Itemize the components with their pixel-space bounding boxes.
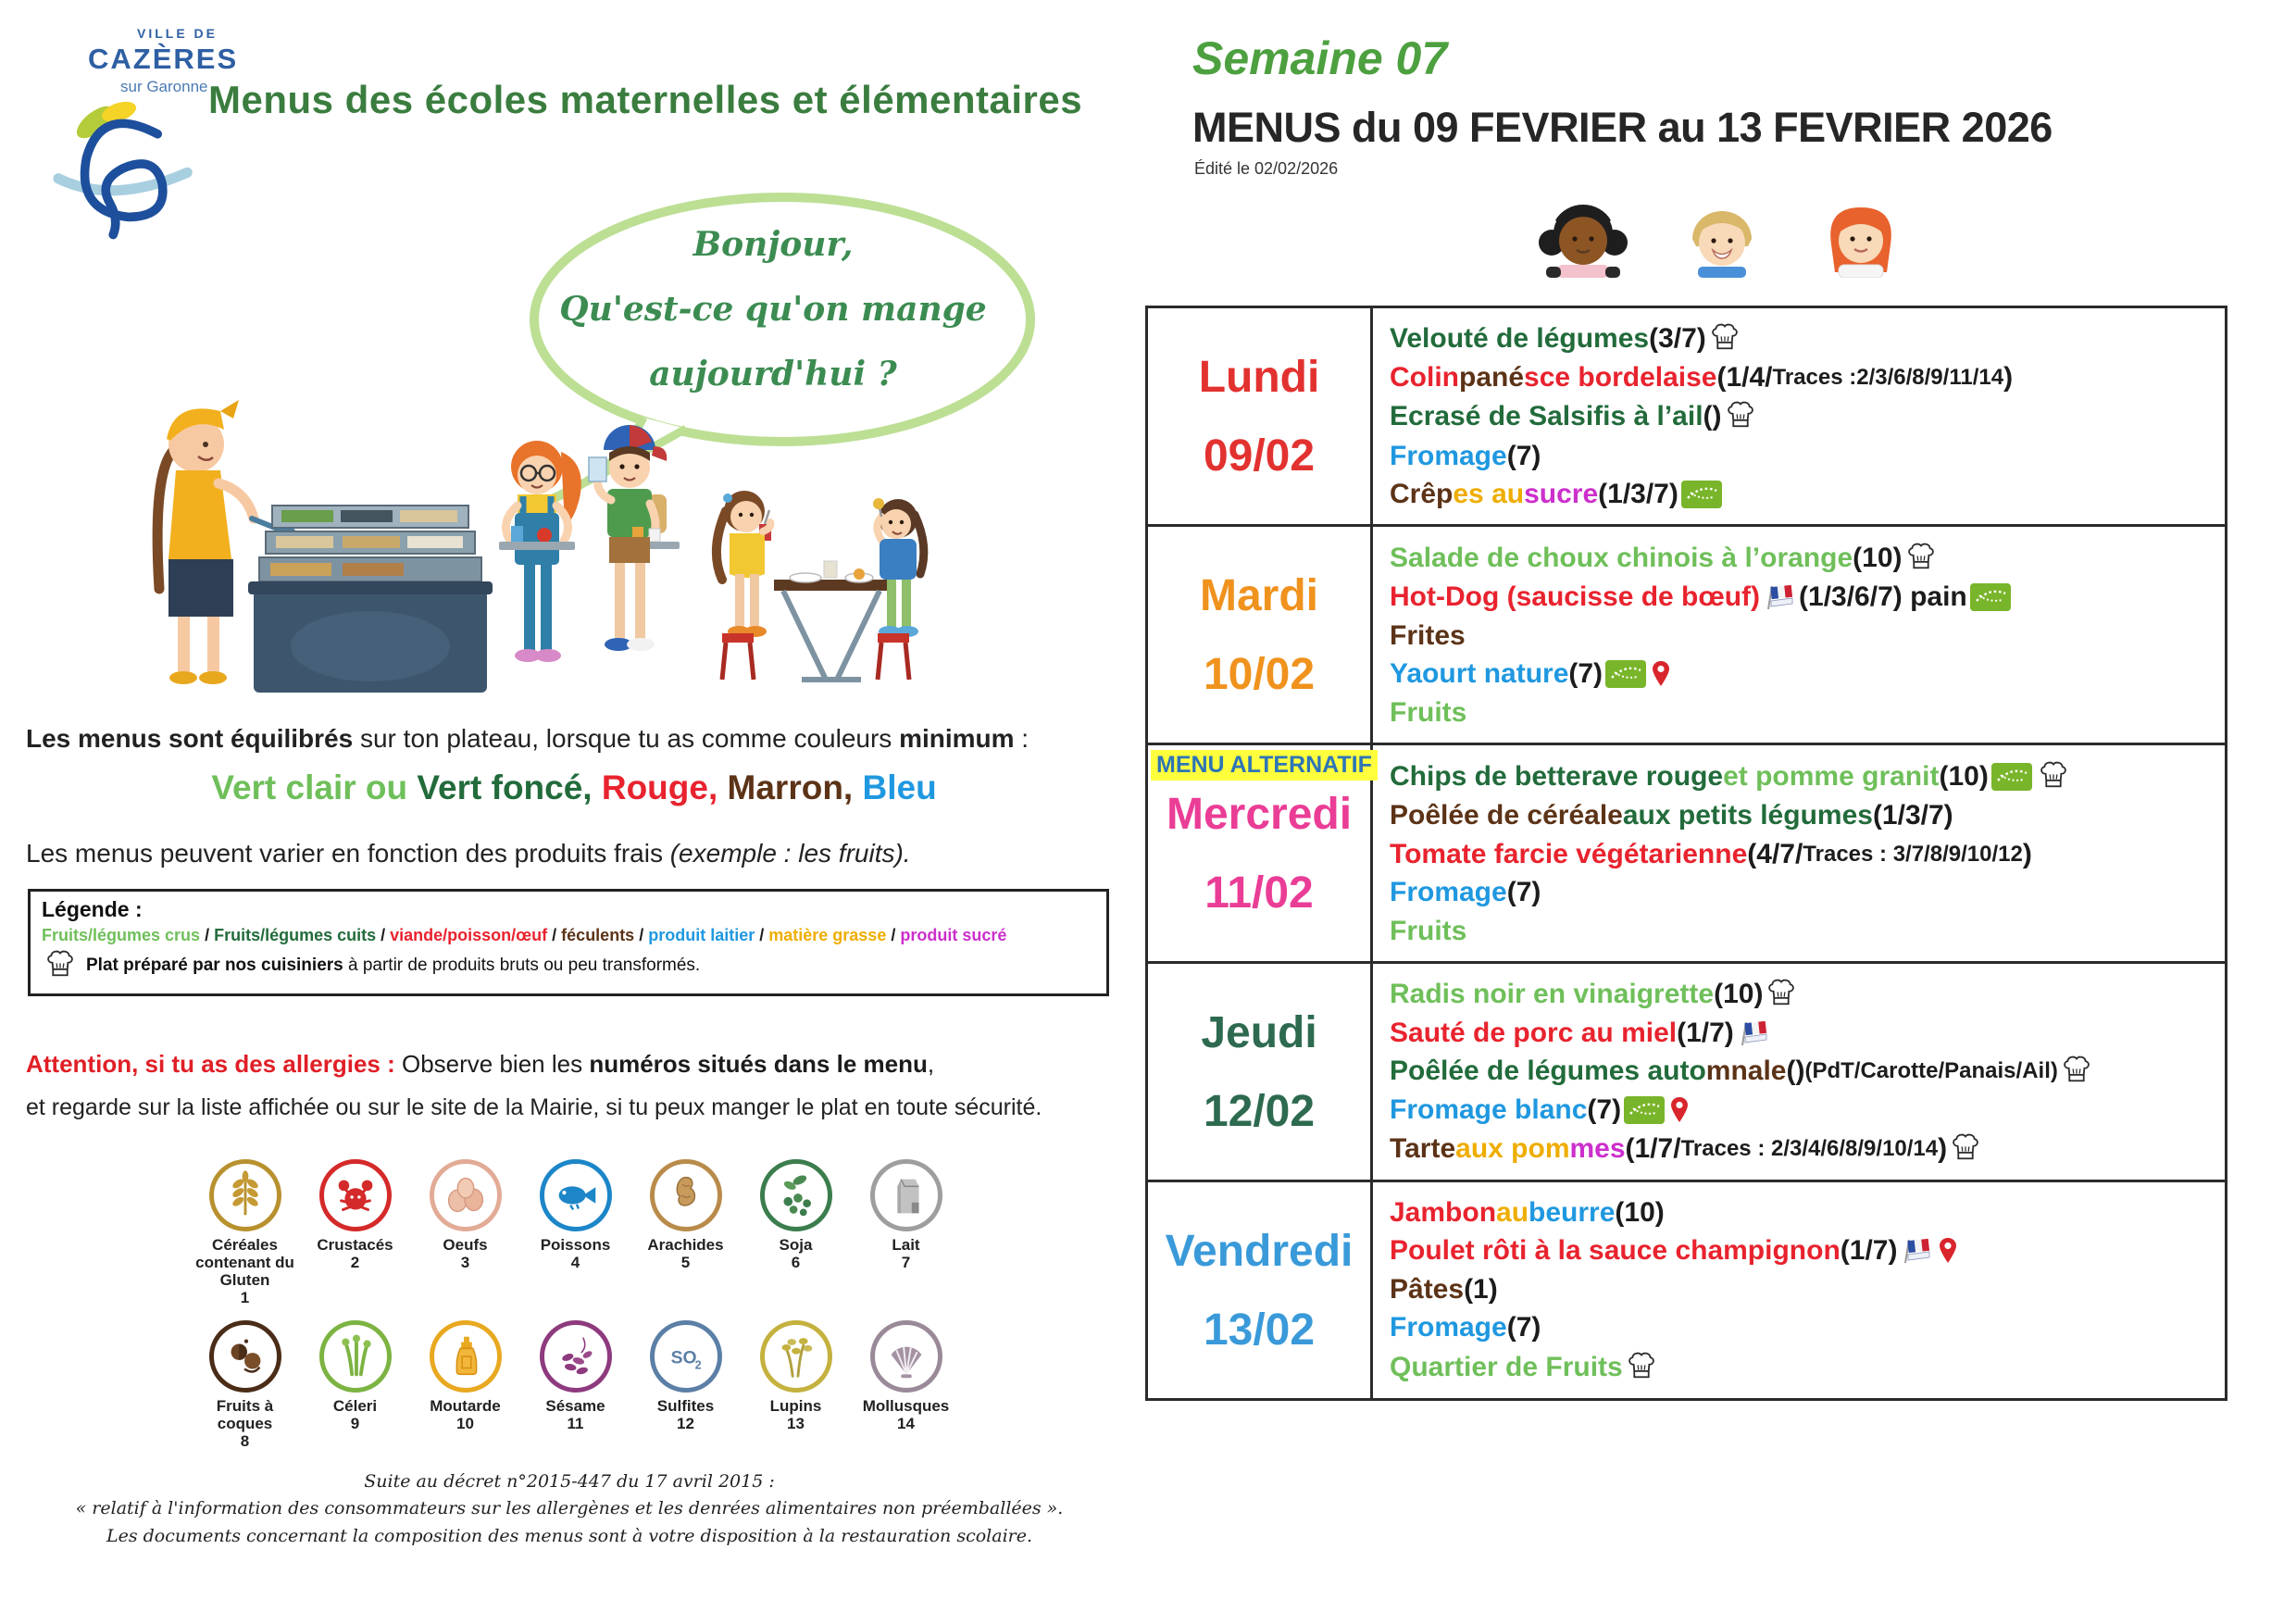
dish-text: (1): [1464, 1273, 1498, 1305]
legend-category: produit laitier: [648, 926, 755, 944]
dish-text: Tarte: [1390, 1133, 1456, 1165]
dish-text: Poulet rôti à la sauce champignon: [1390, 1235, 1841, 1266]
city-logo-icon: [51, 93, 199, 241]
allergen-label: Poissons: [540, 1236, 611, 1254]
dish-text: (7): [1506, 877, 1541, 907]
day-cell: [1148, 745, 1373, 961]
allergen-number: 12: [677, 1415, 694, 1433]
allergen-item: [630, 1320, 741, 1451]
dish-line: [1390, 400, 2219, 433]
legend-separator: /: [547, 926, 562, 944]
day-name: Lundi: [1198, 352, 1320, 402]
logo-city-name: CAZÈRES: [88, 43, 239, 75]
dish-text: (1/7/: [1625, 1133, 1681, 1165]
day-date: 09/02: [1203, 431, 1316, 481]
svg-text:2: 2: [694, 1358, 702, 1372]
dish-line: [1390, 1094, 2219, 1126]
dish-text: ): [1938, 1133, 1948, 1165]
menu-row-mercredi: [1148, 745, 2225, 964]
bio-icon: [1624, 1096, 1665, 1124]
dish-text: (): [1703, 401, 1722, 432]
dish-line: [1390, 362, 2219, 394]
warning-bold-red: Attention, si tu as des allergies :: [26, 1050, 402, 1078]
dish-line: [1390, 800, 2219, 831]
pin-icon: [1670, 1096, 1689, 1124]
kids-at-table: [717, 491, 924, 680]
allergen-number: 1: [240, 1289, 250, 1307]
dish-text: Colin: [1390, 362, 1459, 394]
allergen-label: Soja: [779, 1236, 813, 1254]
dishes-cell: [1373, 745, 2225, 961]
dish-text: sce bordelaise: [1524, 362, 1717, 394]
dish-text: Chips de betterave rouge: [1390, 760, 1724, 792]
allergen-label: Sésame: [545, 1397, 605, 1416]
dish-line: [1390, 839, 2219, 870]
dish-line: [1390, 322, 2219, 356]
dish-text: ): [2022, 838, 2032, 869]
allergen-label: Mollusques: [862, 1397, 950, 1416]
lupin-icon: [760, 1320, 832, 1393]
dish-line: [1390, 441, 2219, 472]
dish-line: [1390, 581, 2219, 613]
legend-separator: /: [755, 926, 769, 944]
kid-face-1: [1539, 205, 1628, 278]
page-title: Menus des écoles maternelles et élémentaires: [208, 78, 1083, 121]
allergen-number: 2: [350, 1254, 360, 1272]
dish-text: es au: [1453, 478, 1525, 509]
chef-icon: [1950, 1132, 1981, 1166]
crab-icon: [319, 1159, 392, 1231]
dishes-cell: [1373, 527, 2225, 743]
allergen-item: [520, 1320, 630, 1451]
logo-city-line3: sur Garonne: [120, 78, 208, 95]
flag-icon: [1900, 1237, 1933, 1265]
intro-bold-2: minimum: [899, 724, 1015, 753]
legend-category: viande/poisson/œuf: [390, 926, 548, 944]
chef-icon: [1766, 978, 1797, 1011]
dish-text: (7): [1506, 440, 1541, 471]
weekly-menu-table: [1145, 306, 2227, 1401]
bubble-text-1: Bonjour,: [693, 225, 854, 264]
dish-line: [1390, 620, 2219, 652]
dish-text: Traces : 3/7/8/9/10/12: [1803, 841, 2023, 867]
serving-counter: [248, 506, 493, 693]
chef-icon: [2038, 760, 2069, 793]
dish-text: mes: [1569, 1133, 1626, 1165]
dish-line: [1390, 877, 2219, 908]
dish-text: Fruits: [1390, 696, 1467, 728]
dish-line: [1390, 760, 2219, 793]
dish-text: Fromage: [1390, 1312, 1507, 1343]
intro-paragraph-2: [26, 839, 1132, 868]
day-name: Vendredi: [1165, 1226, 1354, 1276]
dish-text: Ecrasé de Salsifis à l’ail: [1390, 401, 1703, 432]
dish-text: Fruits: [1390, 915, 1467, 946]
legend-categories: [42, 926, 1095, 945]
dish-text: (1/3/7): [1872, 800, 1953, 831]
dish-line: [1390, 1274, 2219, 1305]
dish-line: [1390, 1132, 2219, 1166]
day-name: Mercredi: [1166, 789, 1353, 839]
allergen-number: 8: [240, 1432, 250, 1451]
legend-category: Fruits/légumes cuits: [214, 926, 377, 944]
alternative-menu-tag: MENU ALTERNATIF: [1151, 750, 1378, 781]
menu-row-vendredi: [1148, 1182, 2225, 1398]
allergen-number: 6: [791, 1254, 801, 1272]
soy-icon: [760, 1159, 832, 1231]
chef-icon: [1626, 1351, 1657, 1384]
allergy-warning-line1: [26, 1050, 1146, 1079]
allergen-item: [300, 1159, 410, 1307]
dish-text: et pomme granit: [1723, 760, 1940, 792]
nuts-icon: [209, 1320, 281, 1393]
kid-face-3: [1830, 207, 1891, 278]
chef-icon: [1709, 322, 1741, 356]
bio-icon: [1681, 481, 1722, 508]
bio-icon: [1991, 763, 2032, 791]
allergen-number: 11: [567, 1415, 584, 1433]
color-code-line: [0, 768, 1148, 807]
day-cell: [1148, 964, 1373, 1180]
allergen-label: Fruits à coques: [216, 1397, 274, 1433]
allergen-item: [741, 1159, 851, 1307]
eggs-icon: [430, 1159, 502, 1231]
intro-text-1: sur ton plateau, lorsque tu as comme couleurs: [353, 724, 900, 753]
color-word: Vert clair ou: [211, 768, 418, 806]
allergen-item: [851, 1320, 961, 1451]
day-date: 10/02: [1203, 649, 1316, 699]
peanut-icon: [650, 1159, 722, 1231]
decree-line-1: Suite au décret n°2015-447 du 17 avril 2015 :: [364, 1471, 775, 1492]
decree-line-2: « relatif à l'information des consommateurs sur les allergènes et les denrées alimentaires non préemballées ».: [75, 1498, 1064, 1519]
dish-text: Salade de choux chinois à l’orange: [1390, 542, 1853, 573]
dish-text: Quartier de Fruits: [1390, 1351, 1623, 1382]
intro-bold-1: Les menus sont équilibrés: [26, 724, 354, 753]
warning-text-1: Observe bien les: [401, 1050, 590, 1078]
dish-text: (7): [1506, 1312, 1541, 1343]
dish-text: Yaourt nature: [1390, 658, 1569, 689]
chef-icon: [1725, 400, 1756, 433]
dish-text: aux petits légumes: [1622, 800, 1873, 831]
decree-line-3: Les documents concernant la composition des menus sont à votre disposition à la restauration scolaire.: [106, 1525, 1033, 1546]
allergen-number: 10: [456, 1415, 474, 1433]
dish-line: [1390, 1197, 2219, 1229]
dish-text: Radis noir en vinaigrette: [1390, 978, 1715, 1009]
legend-note-rest: à partir de produits bruts ou peu transformés.: [343, 956, 701, 975]
allergen-number: 4: [570, 1254, 580, 1272]
dish-text: Jambon: [1390, 1196, 1497, 1228]
day-date: 11/02: [1204, 868, 1314, 918]
edited-date: Édité le 02/02/2026: [1194, 159, 1339, 178]
dish-text: (10): [1714, 978, 1764, 1009]
day-cell: [1148, 308, 1373, 524]
dish-text: (7): [1587, 1094, 1622, 1126]
day-name: Mardi: [1199, 570, 1318, 620]
allergen-number: 14: [897, 1415, 915, 1433]
dish-line: [1390, 1055, 2219, 1088]
logo-city-line1: VILLE DE: [137, 26, 218, 41]
legend-box: [28, 889, 1109, 996]
children-faces-illustration: [1518, 185, 1926, 278]
pin-icon: [1939, 1237, 1957, 1265]
gluten-icon: [209, 1159, 281, 1231]
celery-icon: [319, 1320, 392, 1393]
dish-line: [1390, 1235, 2219, 1267]
allergen-item: [300, 1320, 410, 1451]
color-word: Marron,: [727, 768, 863, 806]
legend-category: matière grasse: [768, 926, 887, 944]
allergen-label: Céréales contenant du Gluten: [195, 1236, 294, 1290]
dish-text: (3/7): [1649, 323, 1706, 355]
color-word: Rouge,: [601, 768, 728, 806]
dish-text: aux pom: [1455, 1133, 1570, 1165]
legend-separator: /: [634, 926, 649, 944]
allergen-item: [741, 1320, 851, 1451]
allergen-number: 3: [460, 1254, 470, 1272]
intro-paragraph-1: [26, 724, 1132, 754]
bio-icon: [1970, 583, 2011, 611]
dish-text: (PdT/Carotte/Panais/Ail): [1804, 1058, 2058, 1084]
dish-text: Traces :2/3/6/8/9/11/14: [1772, 365, 2004, 391]
legend-category: Fruits/légumes crus: [42, 926, 201, 944]
dish-text: Fromage: [1390, 877, 1507, 907]
day-cell: [1148, 1182, 1373, 1398]
bubble-text-2: Qu'est-ce qu'on mange: [559, 290, 987, 329]
dish-text: Traces : 2/3/4/6/8/9/10/14: [1680, 1136, 1939, 1162]
legend-category: féculents: [561, 926, 635, 944]
allergen-label: Lupins: [769, 1397, 822, 1416]
chef-icon: [2061, 1055, 2092, 1088]
allergy-warning-line2: et regarde sur la liste affichée ou sur le site de la Mairie, si tu peux manger le plat en toute sécurité.: [26, 1094, 1042, 1120]
dish-text: au: [1496, 1196, 1529, 1228]
dish-text: Poêlée de légumes auto: [1390, 1056, 1706, 1087]
allergen-item: [410, 1159, 520, 1307]
allergen-label: Crustacés: [317, 1236, 393, 1254]
dish-text: Velouté de légumes: [1390, 323, 1650, 355]
dish-text: (): [1786, 1056, 1805, 1087]
pin-icon: [1652, 660, 1670, 688]
mustard-icon: [430, 1320, 502, 1393]
legend-separator: /: [200, 926, 215, 944]
dish-text: (1/4/: [1716, 362, 1773, 394]
intro-text-2: :: [1014, 724, 1029, 753]
day-date: 12/02: [1203, 1086, 1316, 1136]
dish-text: (1/3/7): [1598, 478, 1678, 509]
mollusc-icon: [870, 1320, 942, 1393]
flag-icon: [1763, 583, 1796, 611]
allergen-grid: [190, 1159, 961, 1451]
dishes-cell: [1373, 964, 2225, 1180]
svg-text:SO: SO: [670, 1348, 697, 1368]
legend-separator: /: [376, 926, 391, 944]
allergen-label: Lait: [892, 1236, 920, 1254]
dish-text: Hot-Dog (saucisse de bœuf): [1390, 581, 1761, 612]
day-cell: [1148, 527, 1373, 743]
dish-line: [1390, 479, 2219, 510]
allergen-label: Arachides: [647, 1236, 724, 1254]
menu-range-title: MENUS du 09 FEVRIER au 13 FEVRIER 2026: [1192, 104, 2053, 151]
allergen-number: 13: [787, 1415, 805, 1433]
boy-with-tray: [589, 425, 680, 651]
dish-line: [1390, 542, 2219, 575]
allergen-label: Sulfites: [656, 1397, 715, 1416]
menu-row-lundi: [1148, 308, 2225, 527]
dish-line: [1390, 1351, 2219, 1384]
day-name: Jeudi: [1201, 1007, 1317, 1057]
dish-text: (7): [1568, 658, 1603, 689]
fish-icon: [540, 1159, 612, 1231]
menu-row-mardi: [1148, 527, 2225, 745]
week-label: Semaine 07: [1192, 32, 1448, 84]
decree-note: [0, 1468, 1139, 1550]
warning-bold-2: numéros situés dans le menu: [589, 1050, 928, 1078]
dish-text: Sauté de porc au miel: [1390, 1017, 1678, 1048]
color-word: Bleu: [862, 768, 937, 806]
so2-icon: [650, 1320, 722, 1393]
warning-text-2: ,: [927, 1050, 935, 1078]
girl-with-tray: [499, 441, 581, 662]
allergen-label: Oeufs: [443, 1236, 488, 1254]
dish-text: pané: [1459, 362, 1525, 394]
bio-icon: [1605, 660, 1646, 688]
bubble-text-3: aujourd'hui ?: [649, 355, 897, 394]
legend-note-bold: Plat préparé par nos cuisiniers: [86, 956, 343, 975]
dish-text: ): [2003, 362, 2014, 394]
sesame-icon: [540, 1320, 612, 1393]
dish-text: (4/7/: [1747, 838, 1803, 869]
dish-text: mnale: [1705, 1056, 1787, 1087]
dish-text: Tomate farcie végétarienne: [1390, 838, 1748, 869]
kid-face-2: [1692, 211, 1752, 278]
legend-separator: /: [886, 926, 901, 944]
dish-line: [1390, 1018, 2219, 1049]
dish-text: beurre: [1529, 1196, 1616, 1228]
allergen-label: Moutarde: [430, 1397, 501, 1416]
menu-row-jeudi: [1148, 964, 2225, 1182]
dish-text: (10): [1939, 760, 1989, 792]
dish-text: Poêlée de céréale: [1390, 800, 1623, 831]
legend-category: produit sucré: [900, 926, 1007, 944]
dishes-cell: [1373, 1182, 2225, 1398]
allergen-item: [630, 1159, 741, 1307]
allergen-item: [410, 1320, 520, 1451]
dish-text: (10): [1853, 542, 1903, 573]
intro-text-3: Les menus peuvent varier en fonction des produits frais: [26, 839, 670, 868]
flag-icon: [1737, 1019, 1770, 1047]
dish-line: [1390, 916, 2219, 947]
allergen-number: 9: [350, 1415, 360, 1433]
allergen-item: [190, 1320, 300, 1451]
allergen-label: Céleri: [332, 1397, 378, 1416]
intro-italic: (exemple : les fruits).: [669, 839, 911, 868]
legend-chef-note: [42, 949, 1095, 982]
dish-line: [1390, 697, 2219, 729]
legend-title: Légende :: [42, 897, 143, 921]
allergen-number: 5: [680, 1254, 691, 1272]
dish-text: (10): [1615, 1196, 1665, 1228]
day-date: 13/02: [1203, 1305, 1316, 1355]
milk-icon: [870, 1159, 942, 1231]
allergen-item: [851, 1159, 961, 1307]
dish-text: (1/7): [1677, 1017, 1734, 1048]
dish-text: (1/3/6/7) pain: [1799, 581, 1967, 612]
dishes-cell: [1373, 308, 2225, 524]
cafeteria-illustration: [139, 369, 1000, 720]
chef-icon: [1905, 542, 1937, 575]
color-word: Vert foncé,: [417, 768, 602, 806]
dish-line: [1390, 1312, 2219, 1343]
dish-text: Crêp: [1390, 478, 1454, 509]
allergen-item: [520, 1159, 630, 1307]
dish-text: Frites: [1390, 619, 1466, 651]
dish-line: [1390, 658, 2219, 690]
dish-text: Pâtes: [1390, 1273, 1465, 1305]
dish-text: Fromage: [1390, 440, 1507, 471]
dish-text: (1/7): [1840, 1235, 1898, 1266]
chef-hat-icon: [44, 949, 76, 982]
allergen-number: 7: [901, 1254, 911, 1272]
dish-text: Fromage blanc: [1390, 1094, 1588, 1126]
allergen-item: [190, 1159, 300, 1307]
dish-line: [1390, 978, 2219, 1011]
dish-text: sucre: [1524, 478, 1599, 509]
